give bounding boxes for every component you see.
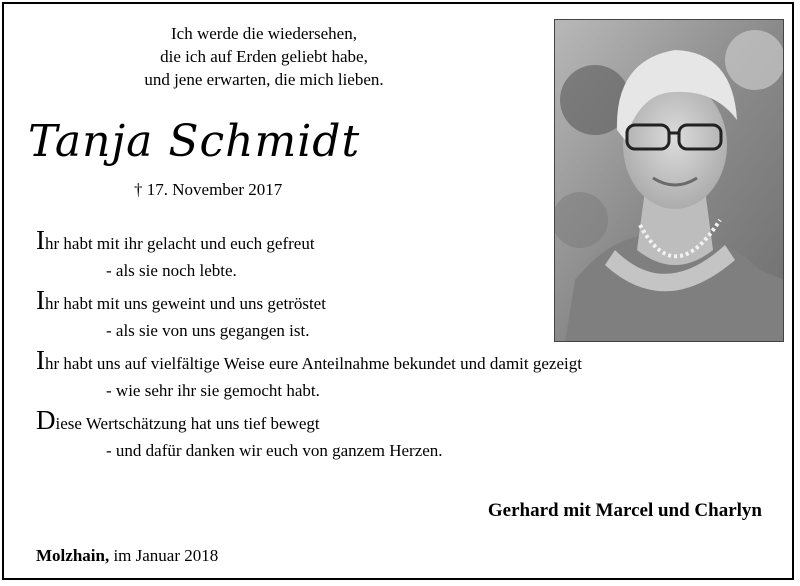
- poem-line: und jene erwarten, die mich lieben.: [144, 70, 384, 89]
- closing-date: im Januar 2018: [113, 546, 219, 565]
- stanza-line: - als sie von uns gegangen ist.: [106, 321, 310, 340]
- death-date: † 17. November 2017: [134, 180, 283, 199]
- drop-initial: I: [36, 225, 45, 255]
- poem: [34, 22, 494, 91]
- portrait-image: [555, 20, 784, 342]
- obituary-card: [2, 2, 794, 580]
- closing-line: [36, 546, 218, 566]
- poem-line: Ich werde die wiedersehen,: [171, 24, 357, 43]
- drop-initial: D: [36, 405, 56, 435]
- drop-initial: I: [36, 285, 45, 315]
- stanza-line: hr habt mit uns geweint und uns getröstet: [45, 294, 326, 313]
- signers: Gerhard mit Marcel und Charlyn: [487, 500, 762, 521]
- place-name: Molzhain,: [36, 546, 110, 565]
- stanza-line: hr habt uns auf vielfältige Weise eure Anteilnahme bekundet und damit gezeigt: [45, 354, 582, 373]
- stanza-line: - wie sehr ihr sie gemocht habt.: [106, 381, 320, 400]
- deceased-name: Tanja Schmidt: [28, 116, 361, 167]
- stanza-line: hr habt mit ihr gelacht und euch gefreut: [45, 234, 315, 253]
- poem-line: die ich auf Erden geliebt habe,: [160, 47, 368, 66]
- portrait-photo: [554, 19, 784, 342]
- drop-initial: I: [36, 345, 45, 375]
- stanza-line: - und dafür danken wir euch von ganzem Herzen.: [106, 441, 443, 460]
- stanza-line: - als sie noch lebte.: [106, 261, 237, 280]
- stanza-line: iese Wertschätzung hat uns tief bewegt: [55, 414, 320, 433]
